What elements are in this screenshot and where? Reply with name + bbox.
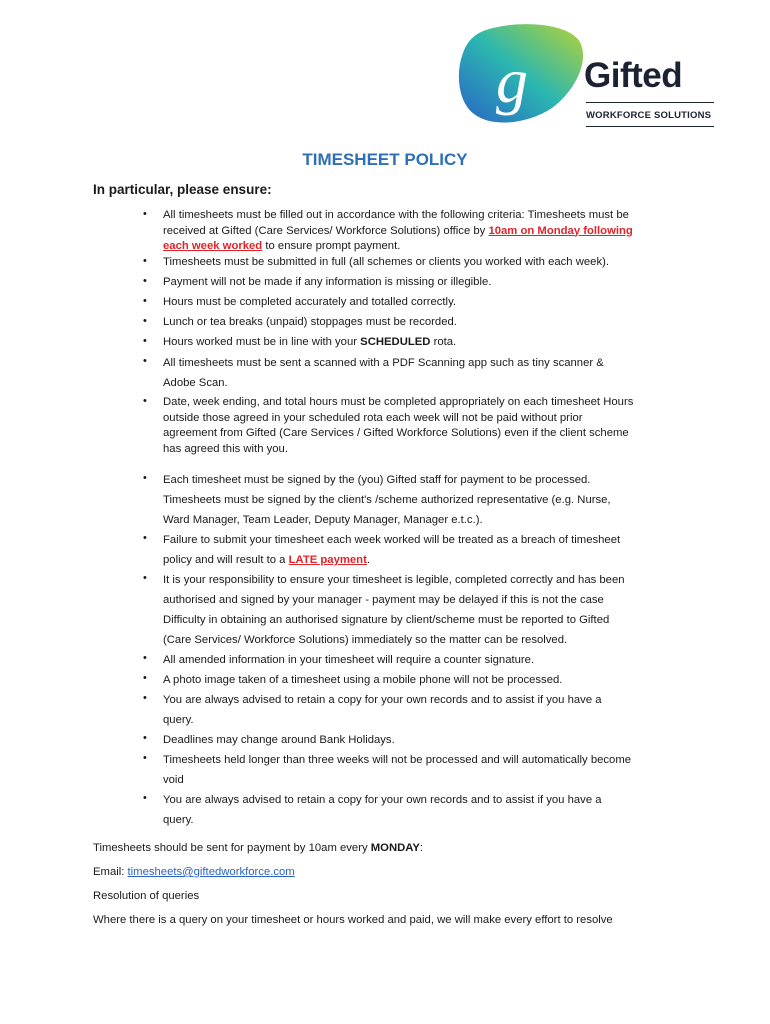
list-item	[143, 275, 683, 291]
item-text: Each timesheet must be signed by the (you) Gifted staff for payment to be processed.	[163, 474, 591, 486]
bullet-icon: •	[143, 335, 147, 347]
deadline-highlight: each week worked	[163, 240, 263, 252]
list-item	[143, 255, 683, 271]
item-text: Difficulty in obtaining an authorised signature by client/scheme must be reported to Gifted	[163, 614, 610, 626]
brand-subtitle: WORKFORCE SOLUTIONS	[586, 110, 712, 121]
item-text: All amended information in your timesheet will require a counter signature.	[163, 654, 535, 666]
bullet-icon: •	[143, 692, 147, 704]
item-text: It is your responsibility to ensure your timesheet is legible, completed correctly and has been	[163, 574, 625, 586]
item-text: Timesheets must be signed by the client's /scheme authorized representative (e.g. Nurse,	[163, 494, 611, 506]
list-item	[143, 353, 683, 393]
item-text: You are always advised to retain a copy for your own records and to assist if you have a	[163, 694, 602, 706]
list-item	[143, 690, 683, 730]
item-text: (Care Services/ Workforce Solutions) immediately so the matter can be resolved.	[163, 634, 568, 646]
item-text: All timesheets must be filled out in accordance with the following criteria: Timesheets must be	[163, 209, 629, 221]
emphasis-text: MONDAY	[370, 842, 420, 854]
item-text: Failure to submit your timesheet each week worked will be treated as a breach of timesheet	[163, 534, 621, 546]
send-instruction: Timesheets should be sent for payment by 10am every MONDAY:	[93, 842, 424, 854]
item-text: Lunch or tea breaks (unpaid) stoppages must be recorded.	[163, 316, 457, 328]
bullet-icon: •	[143, 275, 147, 287]
page-title: TIMESHEET POLICY	[302, 150, 468, 169]
query-paragraph: Where there is a query on your timesheet or hours worked and paid, we will make every effort to resolve	[93, 914, 613, 926]
bullet-icon: •	[143, 208, 147, 220]
item-text: outside those agreed in your scheduled rota each week will not be paid without prior	[163, 411, 583, 424]
list-item	[143, 570, 683, 650]
bullet-icon: •	[143, 572, 147, 584]
item-text: Date, week ending, and total hours must be completed appropriately on each timesheet Hours	[163, 396, 634, 408]
item-text: query.	[163, 814, 194, 826]
item-text: agreement from Gifted (Care Services / Gifted Workforce Solutions) even if the client scheme	[163, 427, 629, 439]
bullet-icon: •	[143, 792, 147, 804]
section-subtitle: In particular, please ensure:	[93, 182, 272, 197]
item-text: You are always advised to retain a copy for your own records and to assist if you have a	[163, 794, 602, 806]
late-payment-highlight: LATE payment	[288, 554, 367, 566]
list-item	[143, 395, 683, 457]
item-text: authorised and signed by your manager - payment may be delayed if this is not the case	[163, 594, 604, 606]
list-item	[143, 650, 683, 670]
section-heading: Resolution of queries	[93, 890, 200, 902]
item-text: to ensure prompt payment.	[262, 240, 401, 252]
email-line	[93, 866, 295, 878]
item-text: Timesheets held longer than three weeks will not be processed and will automatically become	[163, 754, 632, 766]
svg-text:g: g	[496, 45, 528, 116]
item-text: Hours must be completed accurately and totalled correctly.	[163, 296, 457, 308]
list-item	[143, 750, 683, 790]
bullet-icon: •	[143, 472, 147, 484]
item-text: policy and will result to a	[163, 554, 289, 566]
bullet-icon: •	[143, 255, 147, 267]
item-text: All timesheets must be sent a scanned with a PDF Scanning app such as tiny scanner &	[163, 357, 604, 369]
item-text: rota.	[430, 336, 457, 348]
brand-name: Gifted	[584, 56, 683, 95]
item-text: .	[366, 554, 370, 566]
item-text: Adobe Scan.	[163, 377, 228, 389]
list-item	[143, 730, 683, 750]
bullet-icon: •	[143, 732, 147, 744]
deadline-highlight: 10am on Monday following	[488, 224, 633, 237]
list-item	[143, 470, 683, 530]
item-text: Deadlines may change around Bank Holidays.	[163, 734, 395, 746]
item-text: Ward Manager, Team Leader, Deputy Manager, Manager e.t.c.).	[163, 514, 483, 526]
bullet-icon: •	[143, 315, 147, 327]
list-item	[143, 670, 683, 690]
item-text: Timesheets must be submitted in full (all schemes or clients you worked with each week).	[163, 256, 609, 268]
list-item	[143, 335, 683, 351]
item-text: has agreed this with you.	[163, 442, 288, 455]
bullet-icon: •	[143, 752, 147, 764]
item-text: Payment will not be made if any information is missing or illegible.	[163, 276, 492, 288]
list-item	[143, 790, 683, 830]
list-item	[143, 208, 683, 255]
item-text: A photo image taken of a timesheet using a mobile phone will not be processed.	[163, 674, 563, 686]
email-label: Email:	[93, 866, 128, 878]
item-text: query.	[163, 714, 194, 726]
bullet-icon: •	[143, 295, 147, 307]
list-item	[143, 295, 683, 311]
g-monogram-icon	[456, 22, 588, 126]
item-text: received at Gifted (Care Services/ Workforce Solutions) office by	[163, 224, 489, 237]
email-link[interactable]: timesheets@giftedworkforce.com	[127, 866, 295, 878]
list-item	[143, 530, 683, 570]
emphasis-text: SCHEDULED	[360, 336, 431, 348]
bullet-icon: •	[143, 652, 147, 664]
bullet-icon: •	[143, 532, 147, 544]
item-text: void	[163, 774, 184, 786]
item-text: Hours worked must be in line with your	[163, 336, 361, 348]
bullet-icon: •	[143, 395, 147, 407]
bullet-icon: •	[143, 355, 147, 367]
bullet-icon: •	[143, 672, 147, 684]
brand-divider	[586, 126, 714, 127]
gifted-logo	[456, 22, 726, 126]
brand-divider	[586, 102, 714, 103]
list-item	[143, 315, 683, 331]
